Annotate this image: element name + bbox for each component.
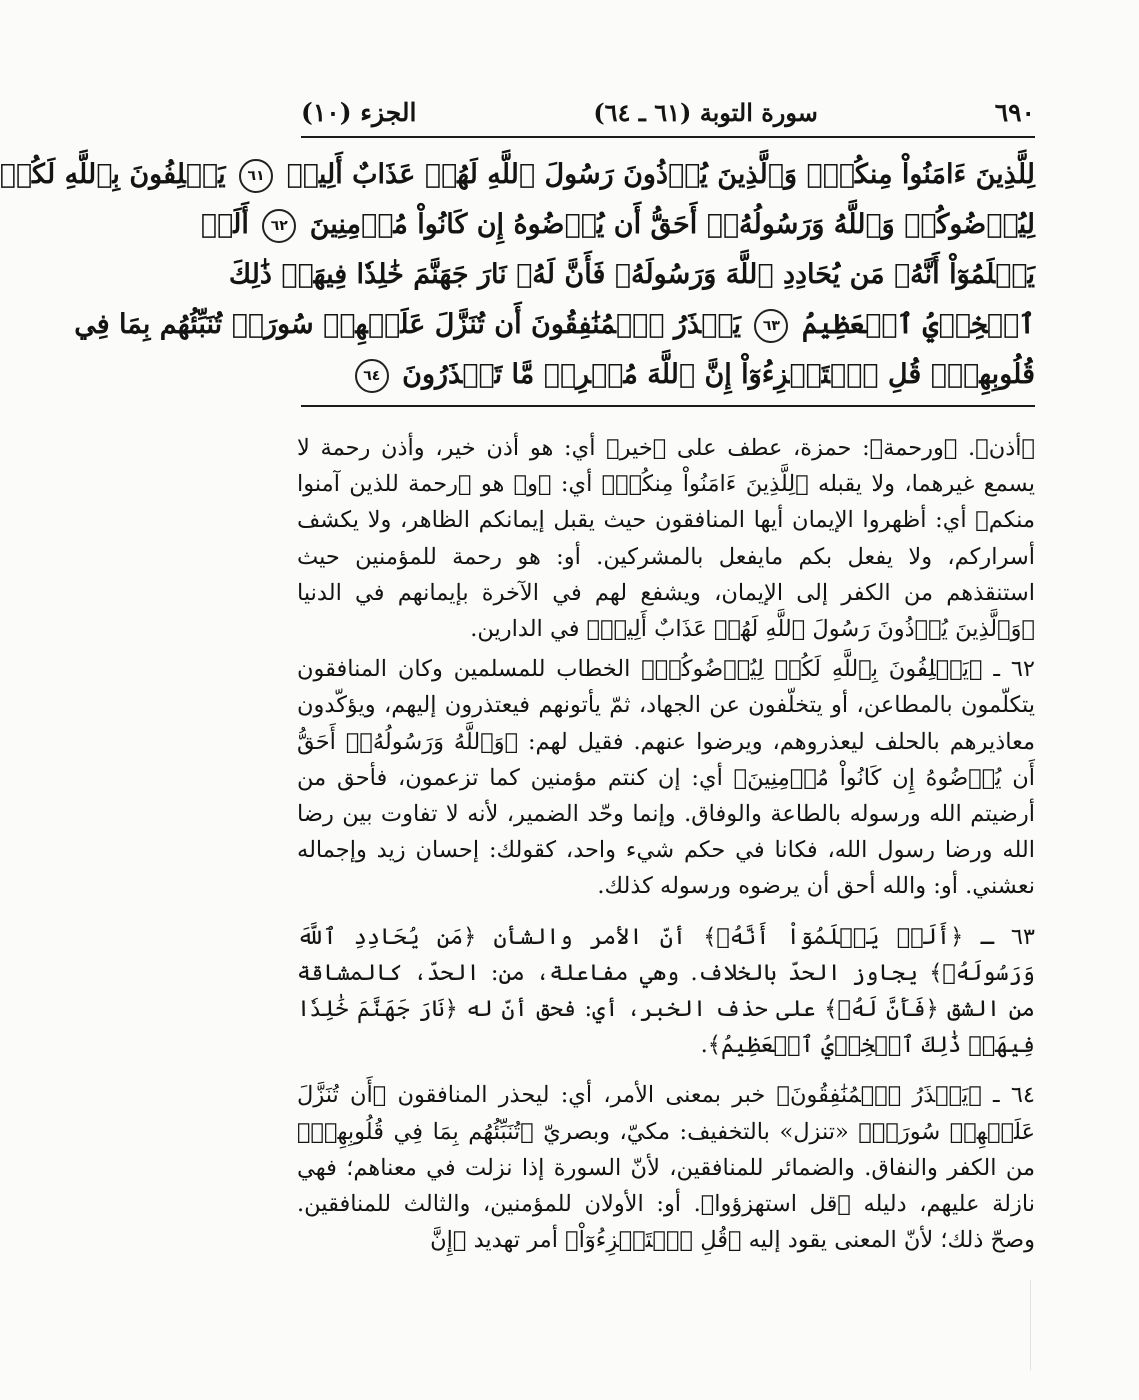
ayah-number-marker: ٦٣ xyxy=(754,309,788,343)
commentary-paragraph-63: ٦٣ ـ ﴿أَلَمۡ يَعۡلَمُوٓاْ أَنَّهُۥ﴾ أنّ الأمر والشأن ﴿مَن يُحَادِدِ ٱللَّهَ وَرَسُولَهُۥ﴾ يجاوز الحدّ بالخلاف. وهي مفاعلة، من: الحدّ، كالمشاقة من الشق ﴿فَأَنَّ لَهُۥ﴾ على حذف الخبر، أي: فحق أنّ له ﴿نَارَ جَهَنَّمَ خَٰلِدٗا فِيهَاۚ ذَٰلِكَ ٱلۡخِزۡيُ ٱلۡعَظِيمُ﴾. xyxy=(297,923,1035,1059)
ayah-number-marker: ٦٤ xyxy=(355,359,389,393)
quran-commentary-divider xyxy=(301,405,1035,407)
page-header xyxy=(301,92,1035,132)
quran-text-block xyxy=(0,150,1035,400)
ayah-number-marker: ٦٢ xyxy=(262,209,296,243)
quran-line: ٱلۡخِزۡيُ ٱلۡعَظِيمُ ٦٣ يَحۡذَرُ ٱلۡمُنَٰفِقُونَ أَن تُنَزَّلَ عَلَيۡهِمۡ سُورَةٞ تُنَبِّئُهُم بِمَا فِي xyxy=(301,300,1035,350)
tafsir-commentary xyxy=(297,430,1035,1360)
quran-line: يَعۡلَمُوٓاْ أَنَّهُۥ مَن يُحَادِدِ ٱللَّهَ وَرَسُولَهُۥ فَأَنَّ لَهُۥ نَارَ جَهَنَّمَ خَٰلِدٗا فِيهَاۚ ذَٰلِكَ xyxy=(228,259,1035,290)
page-fold-mark xyxy=(1030,1280,1031,1370)
commentary-paragraph-64: ٦٤ ـ ﴿يَحۡذَرُ ٱلۡمُنَٰفِقُونَ﴾ خبر بمعنى الأمر، أي: ليحذر المنافقون ﴿أَن تُنَزَّلَ عَلَيۡهِمۡ سُورَةٞ﴾ «تنزل» بالتخفيف: مكيّ، وبصريّ ﴿تُنَبِّئُهُم بِمَا فِي قُلُوبِهِمۡ﴾ من الكفر والنفاق. والضمائر للمنافقين، لأنّ السورة إذا نزلت في معناهم؛ فهي نازلة عليهم، دليله ﴿قل استهزؤوا﴾. أو: الأولان للمؤمنين، والثالث للمنافقين. وصحّ ذلك؛ لأنّ المعنى يقود إليه ﴿قُلِ ٱسۡتَهۡزِءُوٓاْ﴾ أمر تهديد ﴿إِنَّ xyxy=(297,1082,1035,1254)
quran-line: قُلُوبِهِمۡۚ قُلِ ٱسۡتَهۡزِءُوٓاْ إِنَّ ٱللَّهَ مُخۡرِجٞ مَّا تَحۡذَرُونَ ٦٤ xyxy=(301,350,1035,400)
ayah-number-marker: ٦١ xyxy=(239,159,273,193)
quran-line: لِيُرۡضُوكُمۡ وَٱللَّهُ وَرَسُولُهُۥٓ أَحَقُّ أَن يُرۡضُوهُ إِن كَانُواْ مُؤۡمِنِينَ ٦٢ أَلَمۡ xyxy=(301,200,1035,250)
commentary-paragraph: ﴿أذن﴾. ﴿ورحمة﴾: حمزة، عطف على ﴿خير﴾ أي: هو أذن خير، وأذن رحمة لا يسمع غيرهما، ولا يقبله ﴿لِلَّذِينَ ءَامَنُواْ مِنكُمۡ﴾ أي: ﴿و﴾ هو ﴿رحمة للذين آمنوا منكم﴾ أي: أظهروا الإيمان أيها المنافقون حيث يقبل إيمانكم الظاهر، ولا يكشف أسراركم، ولا يفعل بكم مايفعل بالمشركين. أو: هو رحمة للمؤمنين حيث استنقذهم من الكفر إلى الإيمان، ويشفع لهم في الآخرة بإيمانهم في الدنيا ﴿وَٱلَّذِينَ يُؤۡذُونَ رَسُولَ ٱللَّهِ لَهُمۡ عَذَابٌ أَلِيمٞ﴾ في الدارين. xyxy=(297,435,1035,643)
commentary-paragraph-62: ٦٢ ـ ﴿يَحۡلِفُونَ بِٱللَّهِ لَكُمۡ لِيُرۡضُوكُمۡ﴾ الخطاب للمسلمين وكان المنافقون يتكلّمون بالمطاعن، أو يتخلّفون عن الجهاد، ثمّ يأتونهم فيعتذرون إليهم، ويؤكّدون معاذيرهم بالحلف ليعذروهم، ويرضوا عنهم. فقيل لهم: ﴿وَٱللَّهُ وَرَسُولُهُۥٓ أَحَقُّ أَن يُرۡضُوهُ إِن كَانُواْ مُؤۡمِنِينَ﴾ أي: إن كنتم مؤمنين كما تزعمون، فأحق من أرضيتم الله ورسوله بالطاعة والوفاق. وإنما وحّد الضمير، لأنه لا تفاوت بين رضا الله ورضا رسول الله، فكانا في حكم شيء واحد، كقولك: إحسان زيد وإجماله نعشني. أو: والله أحق أن يرضوه ورسوله كذلك. xyxy=(297,656,1035,900)
juz-label: الجزء (١٠) xyxy=(301,97,417,127)
quran-line: لِلَّذِينَ ءَامَنُواْ مِنكُمْۚ وَٱلَّذِينَ يُؤۡذُونَ رَسُولَ ٱللَّهِ لَهُمۡ عَذَابٌ أَلِيمٞ ٦١ يَحۡلِفُونَ بِٱللَّهِ لَكُمۡ xyxy=(301,150,1035,200)
surah-title: سورة التوبة (٦١ ـ ٦٤) xyxy=(593,97,818,127)
header-divider xyxy=(301,136,1035,138)
page-number: ٦٩٠ xyxy=(994,97,1035,127)
